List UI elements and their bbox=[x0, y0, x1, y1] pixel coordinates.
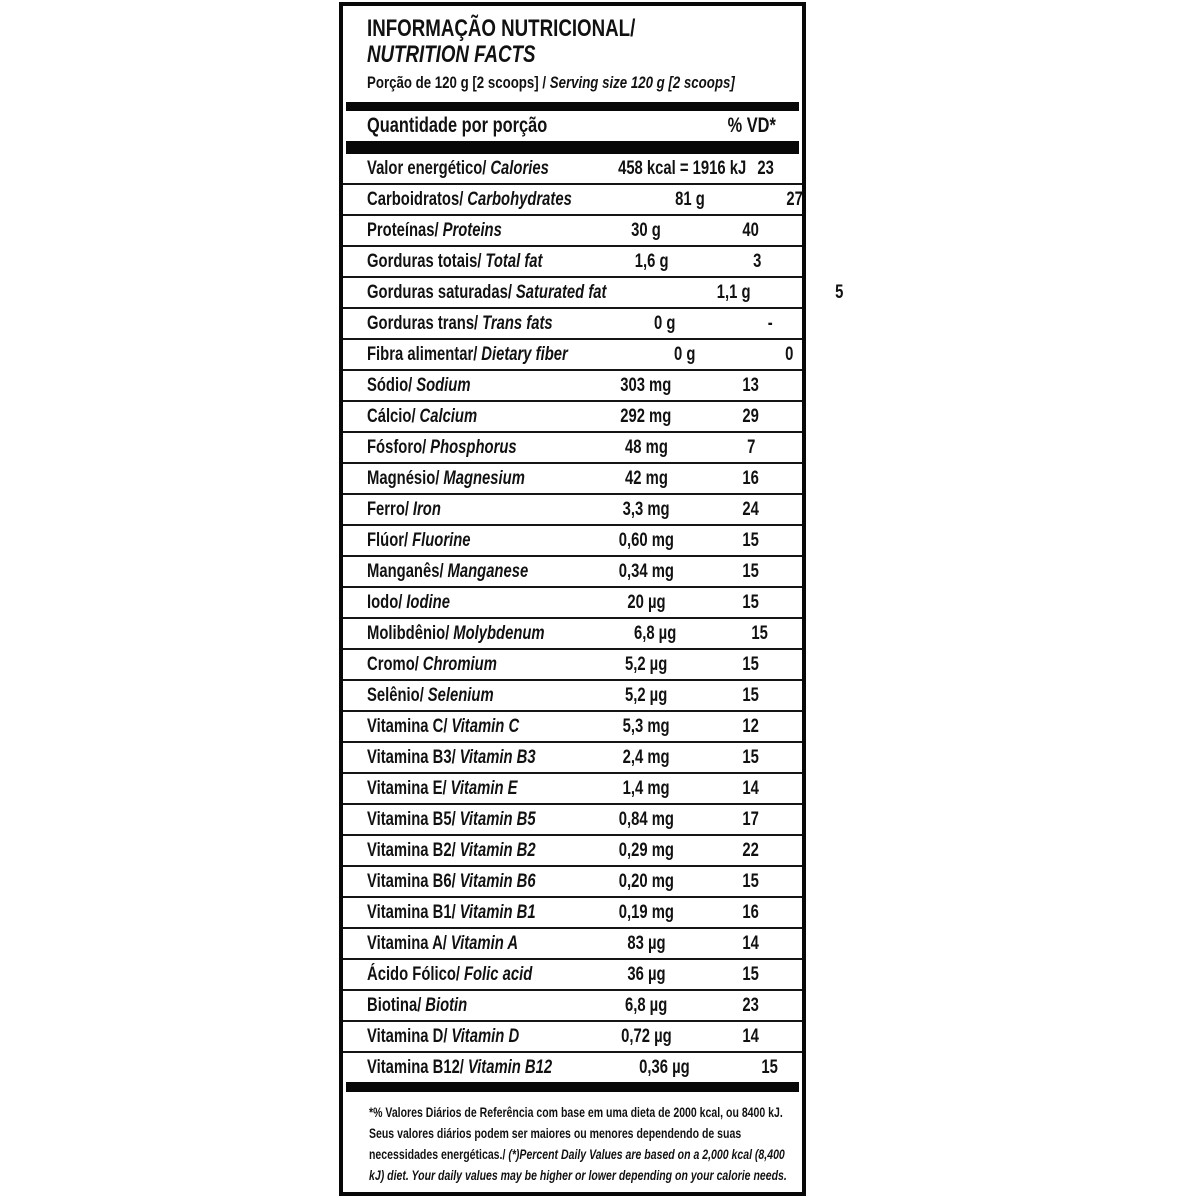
nutrient-name-pt: Molibdênio/ bbox=[367, 622, 450, 644]
nutrient-amount: 83 µg bbox=[626, 932, 666, 954]
nutrient-name-pt: Biotina/ bbox=[367, 994, 422, 1016]
nutrient-daily-value: 29 bbox=[742, 405, 760, 427]
nutrient-daily-value: 15 bbox=[742, 653, 760, 675]
nutrient-name-en: Saturated fat bbox=[515, 281, 607, 303]
nutrient-amount: 2,4 mg bbox=[622, 746, 670, 768]
table-row bbox=[343, 464, 802, 495]
table-row bbox=[343, 495, 802, 526]
nutrient-name bbox=[367, 313, 605, 335]
nutrient-name bbox=[367, 840, 586, 862]
table-row bbox=[343, 309, 802, 340]
nutrient-name-en: Fluorine bbox=[412, 529, 471, 551]
nutrient-amount: 5,3 mg bbox=[622, 715, 670, 737]
nutrient-name-pt: Carboidratos/ bbox=[367, 188, 464, 210]
nutrient-amount: 0,20 mg bbox=[618, 870, 674, 892]
table-row bbox=[343, 867, 802, 898]
nutrient-name-pt: Vitamina B1/ bbox=[367, 901, 456, 923]
nutrient-amount: 36 µg bbox=[626, 963, 666, 985]
nutrient-name bbox=[367, 437, 586, 459]
nutrient-name bbox=[367, 375, 586, 397]
nutrient-name-pt: Selênio/ bbox=[367, 684, 424, 706]
nutrient-amount: 0 g bbox=[673, 343, 696, 365]
nutrient-name-pt: Vitamina B6/ bbox=[367, 870, 456, 892]
nutrient-name bbox=[367, 158, 600, 180]
nutrient-name bbox=[367, 933, 586, 955]
nutrient-name-pt: Vitamina B2/ bbox=[367, 839, 456, 861]
serving-size-text bbox=[367, 71, 735, 94]
nutrient-name-en: Vitamin D bbox=[451, 1025, 520, 1047]
table-row bbox=[343, 588, 802, 619]
nutrient-name-en: Proteins bbox=[442, 219, 502, 241]
nutrient-daily-value: 12 bbox=[742, 715, 760, 737]
nutrient-name-en: Total fat bbox=[485, 250, 543, 272]
nutrient-amount: 3,3 mg bbox=[622, 498, 670, 520]
nutrient-daily-value: 24 bbox=[742, 498, 760, 520]
nutrient-name bbox=[367, 282, 674, 304]
nutrient-daily-value: 15 bbox=[742, 746, 760, 768]
nutrient-name-en: Vitamin B12 bbox=[467, 1056, 553, 1078]
nutrient-daily-value: 13 bbox=[742, 374, 760, 396]
nutrient-amount: 6,8 µg bbox=[633, 622, 676, 644]
nutrient-name-pt: Gorduras trans/ bbox=[367, 312, 479, 334]
nutrient-amount: 0,36 µg bbox=[639, 1056, 690, 1078]
nutrient-daily-value: 23 bbox=[742, 994, 760, 1016]
nutrient-name-en: Chromium bbox=[422, 653, 497, 675]
nutrient-name bbox=[367, 1026, 586, 1048]
nutrient-amount: 0,19 mg bbox=[618, 901, 674, 923]
table-row bbox=[343, 402, 802, 433]
nutrient-name-en: Folic acid bbox=[463, 963, 533, 985]
nutrient-daily-value: 22 bbox=[742, 839, 760, 861]
nutrient-name-pt: Cálcio/ bbox=[367, 405, 416, 427]
nutrient-amount: 81 g bbox=[674, 188, 705, 210]
nutrient-name bbox=[367, 592, 586, 614]
column-header-row bbox=[343, 111, 802, 141]
nutrient-amount: 0,60 mg bbox=[618, 529, 674, 551]
nutrient-name bbox=[367, 344, 624, 366]
nutrient-name bbox=[367, 995, 586, 1017]
nutrient-amount: 30 g bbox=[631, 219, 661, 241]
divider-bar-bottom bbox=[346, 1082, 799, 1092]
table-row bbox=[343, 340, 802, 371]
nutrient-name-en: Vitamin B3 bbox=[459, 746, 536, 768]
nutrient-name-pt: Flúor/ bbox=[367, 529, 409, 551]
nutrient-daily-value: 27 bbox=[786, 188, 803, 210]
nutrition-facts-label bbox=[339, 2, 844, 1196]
nutrient-daily-value: 23 bbox=[756, 157, 774, 179]
divider-bar-thick bbox=[346, 141, 799, 154]
nutrient-amount: 0 g bbox=[654, 312, 676, 334]
nutrient-daily-value: 14 bbox=[742, 932, 760, 954]
nutrient-name-en: Dietary fiber bbox=[481, 343, 568, 365]
nutrient-daily-value: 3 bbox=[752, 250, 762, 272]
nutrient-daily-value: 16 bbox=[742, 467, 760, 489]
table-row bbox=[343, 1053, 802, 1082]
nutrient-name-pt: Vitamina B5/ bbox=[367, 808, 456, 830]
nutrient-name-pt: Vitamina B12/ bbox=[367, 1056, 464, 1078]
nutrient-daily-value: 15 bbox=[742, 684, 760, 706]
nutrient-amount: 5,2 µg bbox=[624, 653, 668, 675]
nutrient-daily-value: 14 bbox=[742, 777, 760, 799]
table-row bbox=[343, 1022, 802, 1053]
nutrient-name bbox=[367, 220, 586, 242]
nutrient-name-en: Vitamin B5 bbox=[459, 808, 536, 830]
nutrient-name-pt: Ferro/ bbox=[367, 498, 410, 520]
nutrient-amount: 0,34 mg bbox=[618, 560, 674, 582]
nutrient-name bbox=[367, 499, 586, 521]
nutrient-daily-value: 7 bbox=[746, 436, 756, 458]
nutrient-name bbox=[367, 685, 586, 707]
table-row bbox=[343, 960, 802, 991]
nutrient-amount: 48 mg bbox=[624, 436, 668, 458]
label-title-en-text: NUTRITION FACTS bbox=[367, 41, 536, 68]
serving-size-en: Serving size 120 g [2 scoops] bbox=[549, 73, 735, 92]
nutrient-name-en: Sodium bbox=[416, 374, 471, 396]
nutrient-name-en: Iron bbox=[412, 498, 441, 520]
nutrient-amount: 5,2 µg bbox=[624, 684, 668, 706]
nutrient-name bbox=[367, 809, 586, 831]
table-row bbox=[343, 216, 802, 247]
nutrient-name-en: Molybdenum bbox=[453, 622, 545, 644]
nutrient-name-pt: Iodo/ bbox=[367, 591, 403, 613]
nutrient-name-pt: Vitamina E/ bbox=[367, 777, 447, 799]
nutrient-name bbox=[367, 716, 586, 738]
nutrient-name bbox=[367, 654, 586, 676]
nutrient-name-en: Carbohydrates bbox=[467, 188, 572, 210]
serving-size-pt: Porção de 120 g [2 scoops] / bbox=[367, 73, 550, 92]
nutrient-amount: 0,84 mg bbox=[618, 808, 674, 830]
nutrient-name bbox=[367, 468, 586, 490]
nutrient-name-pt: Sódio/ bbox=[367, 374, 413, 396]
nutrient-daily-value: 15 bbox=[742, 591, 760, 613]
nutrient-name bbox=[367, 189, 630, 211]
nutrient-name-pt: Vitamina A/ bbox=[367, 932, 447, 954]
footnote-en: (*)Percent Daily Values are based on a 2,000 kcal (8,400 kJ) diet. Your daily values may be higher or lower depending on your calorie needs. bbox=[369, 1147, 787, 1183]
nutrient-name-pt: Manganês/ bbox=[367, 560, 444, 582]
table-row bbox=[343, 774, 802, 805]
nutrient-name-pt: Vitamina C/ bbox=[367, 715, 448, 737]
nutrient-name-en: Vitamin B1 bbox=[459, 901, 536, 923]
nutrient-daily-value: 15 bbox=[742, 560, 760, 582]
nutrient-amount: 0,29 mg bbox=[618, 839, 674, 861]
nutrient-name-en: Trans fats bbox=[482, 312, 553, 334]
nutrient-amount: 0,72 µg bbox=[620, 1025, 672, 1047]
nutrient-name-pt: Vitamina D/ bbox=[367, 1025, 448, 1047]
nutrient-daily-value: 0 bbox=[785, 343, 794, 365]
nutrient-daily-value: 17 bbox=[742, 808, 760, 830]
nutrient-name bbox=[367, 251, 592, 273]
nutrient-name-en: Biotin bbox=[425, 994, 468, 1016]
table-row bbox=[343, 185, 802, 216]
nutrient-name-pt: Fósforo/ bbox=[367, 436, 427, 458]
footnote-pt: *% Valores Diários de Referência com base em uma dieta de 2000 kcal, ou 8400 kJ. Seus valores diários podem ser maiores ou menores dependendo de suas necessidades energéticas./ bbox=[369, 1105, 783, 1162]
nutrient-name-en: Calories bbox=[490, 157, 549, 179]
nutrient-name-en: Vitamin E bbox=[450, 777, 518, 799]
nutrient-name bbox=[367, 964, 586, 986]
nutrient-daily-value: - bbox=[767, 312, 773, 334]
nutrient-name bbox=[367, 530, 586, 552]
nutrient-daily-value: 15 bbox=[751, 622, 768, 644]
nutrient-name bbox=[367, 406, 586, 428]
nutrient-name-en: Selenium bbox=[427, 684, 494, 706]
table-row bbox=[343, 247, 802, 278]
nutrient-daily-value: 15 bbox=[742, 963, 760, 985]
column-header-dv: % VD* bbox=[727, 114, 776, 137]
nutrient-name-en: Vitamin A bbox=[450, 932, 519, 954]
nutrient-amount: 6,8 µg bbox=[624, 994, 668, 1016]
nutrient-amount: 1,6 g bbox=[635, 250, 669, 272]
table-row bbox=[343, 433, 802, 464]
table-row bbox=[343, 991, 802, 1022]
table-row bbox=[343, 712, 802, 743]
nutrient-daily-value: 14 bbox=[742, 1025, 760, 1047]
serving-size-line bbox=[367, 71, 782, 94]
nutrient-table bbox=[343, 154, 844, 1082]
nutrient-name-pt: Proteínas/ bbox=[367, 219, 439, 241]
table-row bbox=[343, 929, 802, 960]
column-header-amount: Quantidade por porção bbox=[367, 114, 548, 137]
nutrient-daily-value: 15 bbox=[742, 529, 760, 551]
divider-bar-top bbox=[346, 102, 799, 111]
nutrient-name-pt: Gorduras saturadas/ bbox=[367, 281, 512, 303]
table-row bbox=[343, 526, 802, 557]
nutrient-name-pt: Valor energético/ bbox=[367, 157, 487, 179]
nutrient-name-pt: Vitamina B3/ bbox=[367, 746, 456, 768]
table-row bbox=[343, 557, 802, 588]
nutrient-name bbox=[367, 747, 586, 769]
nutrient-name-en: Iodine bbox=[406, 591, 450, 613]
table-row bbox=[343, 650, 802, 681]
nutrient-name bbox=[367, 1057, 604, 1079]
nutrient-name-en: Vitamin C bbox=[451, 715, 520, 737]
label-title-pt-text: INFORMAÇÃO NUTRICIONAL/ bbox=[367, 15, 636, 42]
label-title-english bbox=[367, 42, 782, 68]
nutrient-amount: 20 µg bbox=[626, 591, 666, 613]
nutrient-name-en: Calcium bbox=[419, 405, 478, 427]
nutrient-daily-value: 40 bbox=[742, 219, 760, 241]
nutrient-name-en: Phosphorus bbox=[430, 436, 517, 458]
table-row bbox=[343, 898, 802, 929]
nutrient-daily-value: 15 bbox=[742, 870, 760, 892]
nutrient-name-en: Magnesium bbox=[443, 467, 525, 489]
nutrient-name-pt: Magnésio/ bbox=[367, 467, 440, 489]
nutrient-name-en: Manganese bbox=[447, 560, 529, 582]
nutrient-daily-value: 15 bbox=[761, 1056, 778, 1078]
label-title-portuguese bbox=[367, 16, 782, 42]
nutrient-name-pt: Fibra alimentar/ bbox=[367, 343, 478, 365]
nutrient-amount: 42 mg bbox=[624, 467, 668, 489]
nutrient-name bbox=[367, 902, 586, 924]
table-row bbox=[343, 681, 802, 712]
nutrient-name bbox=[367, 778, 586, 800]
nutrient-name-pt: Gorduras totais/ bbox=[367, 250, 482, 272]
table-row bbox=[343, 836, 802, 867]
footnote bbox=[343, 1092, 802, 1186]
nutrient-amount: 1,4 mg bbox=[622, 777, 670, 799]
nutrient-name-pt: Ácido Fólico/ bbox=[367, 963, 461, 985]
nutrient-daily-value: 5 bbox=[834, 281, 844, 303]
nutrient-name bbox=[367, 623, 595, 645]
table-row bbox=[343, 154, 802, 185]
nutrient-amount: 303 mg bbox=[620, 374, 672, 396]
footnote-text bbox=[369, 1102, 803, 1186]
nutrient-amount: 1,1 g bbox=[717, 281, 751, 303]
nutrient-daily-value: 16 bbox=[742, 901, 760, 923]
table-row bbox=[343, 371, 802, 402]
table-row bbox=[343, 278, 844, 309]
nutrient-name-en: Vitamin B2 bbox=[459, 839, 536, 861]
nutrient-name-pt: Cromo/ bbox=[367, 653, 419, 675]
table-row bbox=[343, 619, 802, 650]
table-row bbox=[343, 743, 802, 774]
table-row bbox=[343, 805, 802, 836]
nutrient-amount: 292 mg bbox=[620, 405, 672, 427]
nutrient-name-en: Vitamin B6 bbox=[459, 870, 536, 892]
nutrient-name bbox=[367, 871, 586, 893]
nutrient-amount: 458 kcal = 1916 kJ bbox=[618, 157, 747, 179]
label-header bbox=[343, 6, 802, 102]
nutrient-name bbox=[367, 561, 586, 583]
